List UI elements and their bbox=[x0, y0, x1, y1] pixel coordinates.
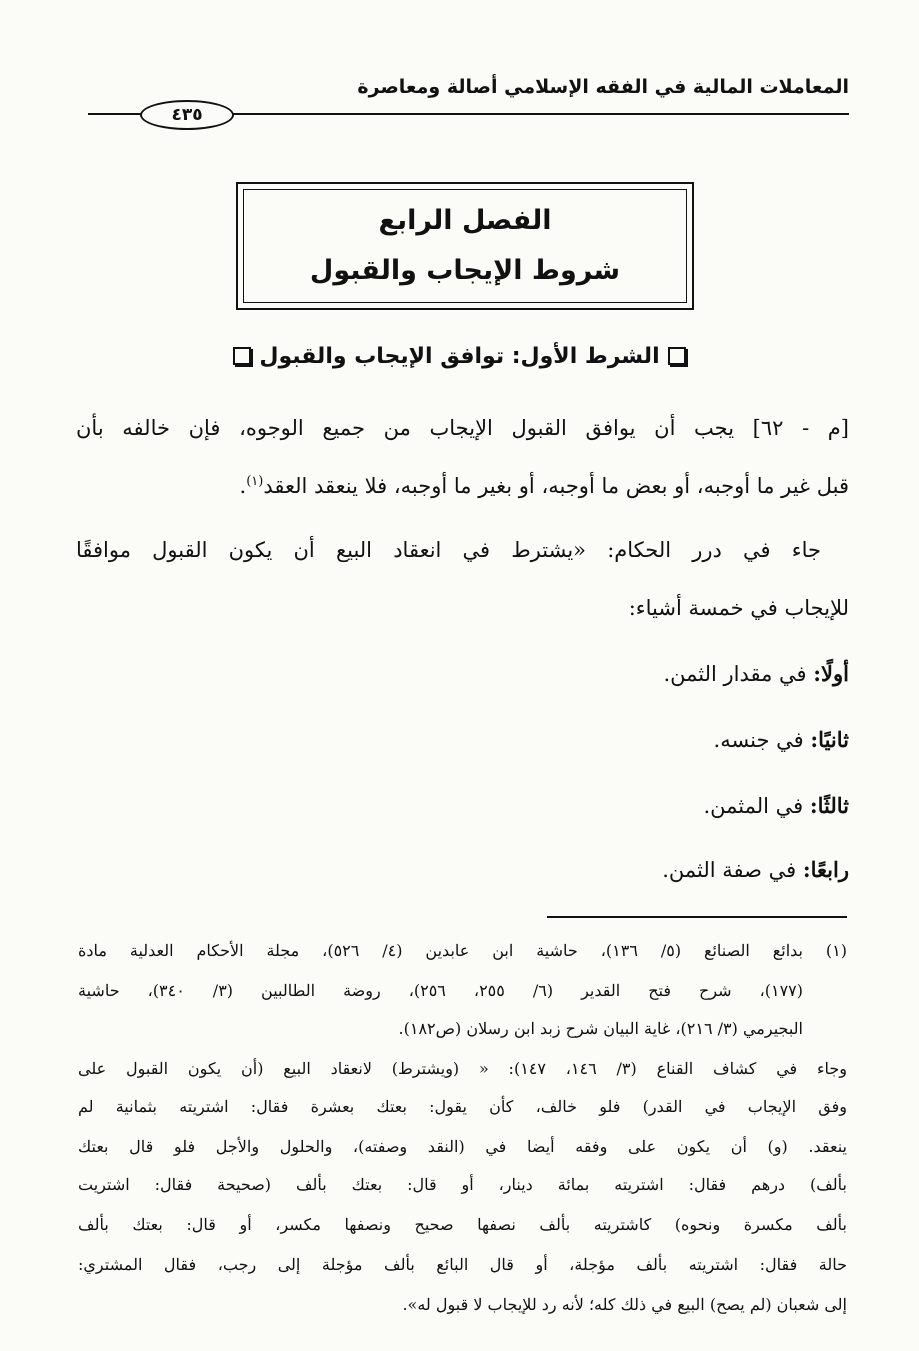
square-bullet-icon bbox=[668, 347, 686, 365]
list-item-label: ثالثًا: bbox=[809, 793, 849, 818]
list-item bbox=[662, 856, 849, 884]
list-item-text: في المثمن. bbox=[703, 794, 804, 818]
running-header-title: المعاملات المالية في الفقه الإسلامي أصالة ومعاصرة bbox=[357, 76, 849, 98]
footnote-line: حالة فقال: اشتريته بألف مؤجلة، أو قال البائع بألف مؤجلة إلى رجب، فقال المشتري: bbox=[78, 1255, 847, 1274]
footnote-separator bbox=[547, 916, 847, 918]
paragraph-1-line-2-end: . bbox=[239, 474, 247, 498]
footnote-line: وجاء في كشاف القناع (٣/ ١٤٦، ١٤٧): « (ويشترط) لانعقاد البيع (أن يكون القبول على bbox=[78, 1059, 847, 1078]
footnote-line: البجيرمي (٣/ ٢١٦)، غاية البيان شرح زبد ابن رسلان (ص١٨٢). bbox=[398, 1019, 803, 1038]
list-item bbox=[714, 726, 849, 754]
footnote-line: بدائع الصنائع (٥/ ١٣٦)، حاشية ابن عابدين (٤/ ٥٢٦)، مجلة الأحكام العدلية مادة bbox=[78, 941, 804, 960]
square-bullet-icon bbox=[233, 347, 251, 365]
list-item-label: رابعًا: bbox=[802, 857, 849, 882]
paragraph-1-line-2 bbox=[240, 472, 850, 500]
footnote-line: ينعقد. (و) أن يكون على وفقه أيضا في (النقد وصفته)، والحلول والأجل فلو قال بعتك bbox=[78, 1137, 847, 1156]
section-heading bbox=[0, 344, 919, 369]
footnote-number: (١) bbox=[825, 941, 847, 960]
footnote-reference: (١) bbox=[246, 474, 264, 489]
paragraph-2-line-1: جاء في درر الحكام: «يشترط في انعقاد البيع أن يكون القبول موافقًا bbox=[76, 538, 821, 562]
chapter-title-box bbox=[236, 182, 694, 310]
section-heading-text: الشرط الأول: توافق الإيجاب والقبول bbox=[259, 344, 660, 369]
paragraph-1-line-2-text: قبل غير ما أوجبه، أو بعض ما أوجبه، أو بغير ما أوجبه، فلا ينعقد العقد bbox=[263, 474, 849, 498]
list-item bbox=[663, 660, 849, 688]
list-item bbox=[703, 792, 849, 820]
list-item-label: ثانيًا: bbox=[810, 727, 849, 752]
page-number: ٤٣٥ bbox=[140, 100, 234, 130]
paragraph-1-line-1: [م - ٦٢] يجب أن يوافق القبول الإيجاب من جميع الوجوه، فإن خالفه بأن bbox=[76, 416, 849, 440]
list-item-label: أولًا: bbox=[813, 661, 849, 686]
footnote-line: بألف) درهم فقال: اشتريته بمائة دينار، أو قال: بعتك بألف (صحيحة فقال: اشتريت bbox=[78, 1175, 847, 1194]
footnote-line: بألف مكسرة ونحوه) كاشتريته بألف نصفها صحيح ونصفها مكسر، أو قال: بعتك بألف bbox=[78, 1215, 847, 1234]
chapter-number: الفصل الرابع bbox=[378, 205, 552, 236]
chapter-title: شروط الإيجاب والقبول bbox=[309, 255, 621, 286]
footnote-line: وفق الإيجاب في القدر) فلو خالف، كأن يقول: بعتك بعشرة فقال: اشتريته بثمانية لم bbox=[78, 1097, 848, 1116]
footnote-line: (١٧٧)، شرح فتح القدير (٦/ ٢٥٥، ٢٥٦)، روضة الطالبين (٣/ ٣٤٠)، حاشية bbox=[78, 981, 804, 1000]
list-item-text: في صفة الثمن. bbox=[662, 858, 797, 882]
paragraph-2-line-2: للإيجاب في خمسة أشياء: bbox=[628, 596, 849, 620]
chapter-title-frame bbox=[243, 189, 687, 303]
list-item-text: في مقدار الثمن. bbox=[663, 662, 807, 686]
list-item-text: في جنسه. bbox=[713, 728, 804, 752]
footnote-line: إلى شعبان (لم يصح) البيع في ذلك كله؛ لأنه رد للإيجاب لا قبول له». bbox=[402, 1295, 847, 1314]
